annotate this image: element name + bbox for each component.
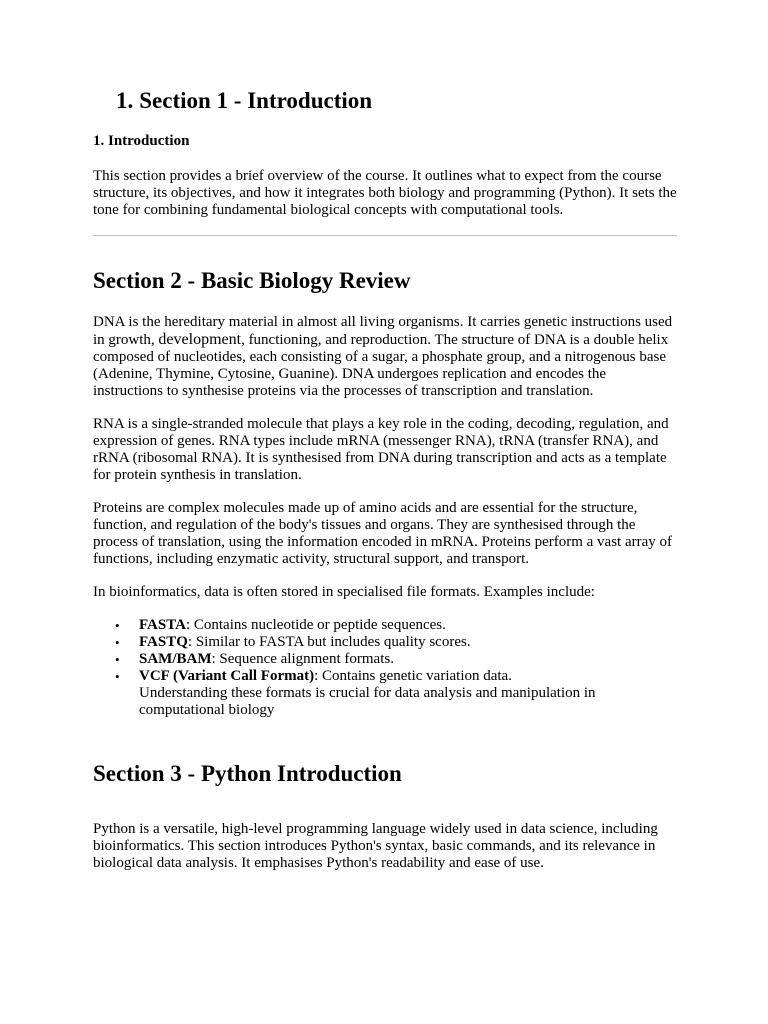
bullet-icon: • [115, 635, 120, 650]
list-item [93, 651, 677, 668]
proteins-paragraph: Proteins are complex molecules made up of amino acids and are essential for the structure, function, and regulation of the body's tissues and organs. They are synthesised through the process of translation, using the information encoded in mRNA. Proteins perform a vast array of functions, including enzymatic activity, structural support, and transport. [93, 500, 673, 567]
list-item [93, 617, 677, 634]
section-1-heading [116, 86, 677, 116]
file-formats-list [93, 617, 677, 719]
format-description: : Contains genetic variation data. [314, 668, 512, 684]
section-1-number: 1. [116, 88, 134, 113]
section-3-heading: Section 3 - Python Introduction [93, 761, 402, 786]
introduction-paragraph: This section provides a brief overview of the course. It outlines what to expect from the course structure, its objectives, and how it integrates both biology and programming (Python). It sets the tone for combining fundamental biological concepts with computational tools. [93, 168, 677, 218]
section-1-title: Section 1 - Introduction [139, 88, 373, 113]
format-description: : Sequence alignment formats. [211, 651, 394, 667]
formats-note: Understanding these formats is crucial for data analysis and manipulation in computational biology [139, 685, 596, 718]
list-item [93, 634, 677, 651]
dna-text-end: , functioning, and reproduction. The structure of DNA is a double helix composed of nucleotides, each consisting of a sugar, a phosphate group, and a nitrogenous base (Adenine, Thymine, Cytosine, Guanine). DNA undergoes replication and encodes the instructions to synthesise proteins via the processes of transcription and translation. [93, 332, 669, 399]
list-item [93, 668, 677, 719]
bullet-icon: • [115, 652, 120, 667]
dna-paragraph [93, 314, 677, 400]
introduction-subheading: 1. Introduction [93, 133, 190, 149]
document-content [93, 86, 677, 888]
formats-intro-paragraph: In bioinformatics, data is often stored in specialised file formats. Examples include: [93, 584, 595, 600]
format-term: SAM/BAM [139, 651, 212, 667]
bullet-icon: • [115, 669, 120, 684]
dna-text-start: DNA is the hereditary material in almost all living organisms. It carries genetic instructions used in growth, [93, 314, 673, 348]
rna-paragraph: RNA is a single-stranded molecule that plays a key role in the coding, decoding, regulation, and expression of genes. RNA types include mRNA (messenger RNA), tRNA (transfer RNA), and rRNA (ribosomal RNA). It is synthesised from DNA during transcription and acts as a template for protein synthesis in translation. [93, 416, 669, 483]
format-description: : Similar to FASTA but includes quality scores. [187, 634, 471, 650]
bullet-icon: • [115, 618, 120, 633]
dna-text-highlight: development [158, 331, 242, 348]
section-divider [93, 235, 677, 236]
format-term: FASTQ [139, 634, 188, 650]
format-description: : Contains nucleotide or peptide sequences. [185, 617, 446, 633]
format-term: VCF (Variant Call Format) [139, 668, 315, 684]
format-term: FASTA [139, 617, 186, 633]
python-paragraph: Python is a versatile, high-level programming language widely used in data science, including bioinformatics. This section introduces Python's syntax, basic commands, and its relevance in biological data analysis. It emphasises Python's readability and ease of use. [93, 821, 658, 871]
section-2-heading: Section 2 - Basic Biology Review [93, 268, 411, 293]
